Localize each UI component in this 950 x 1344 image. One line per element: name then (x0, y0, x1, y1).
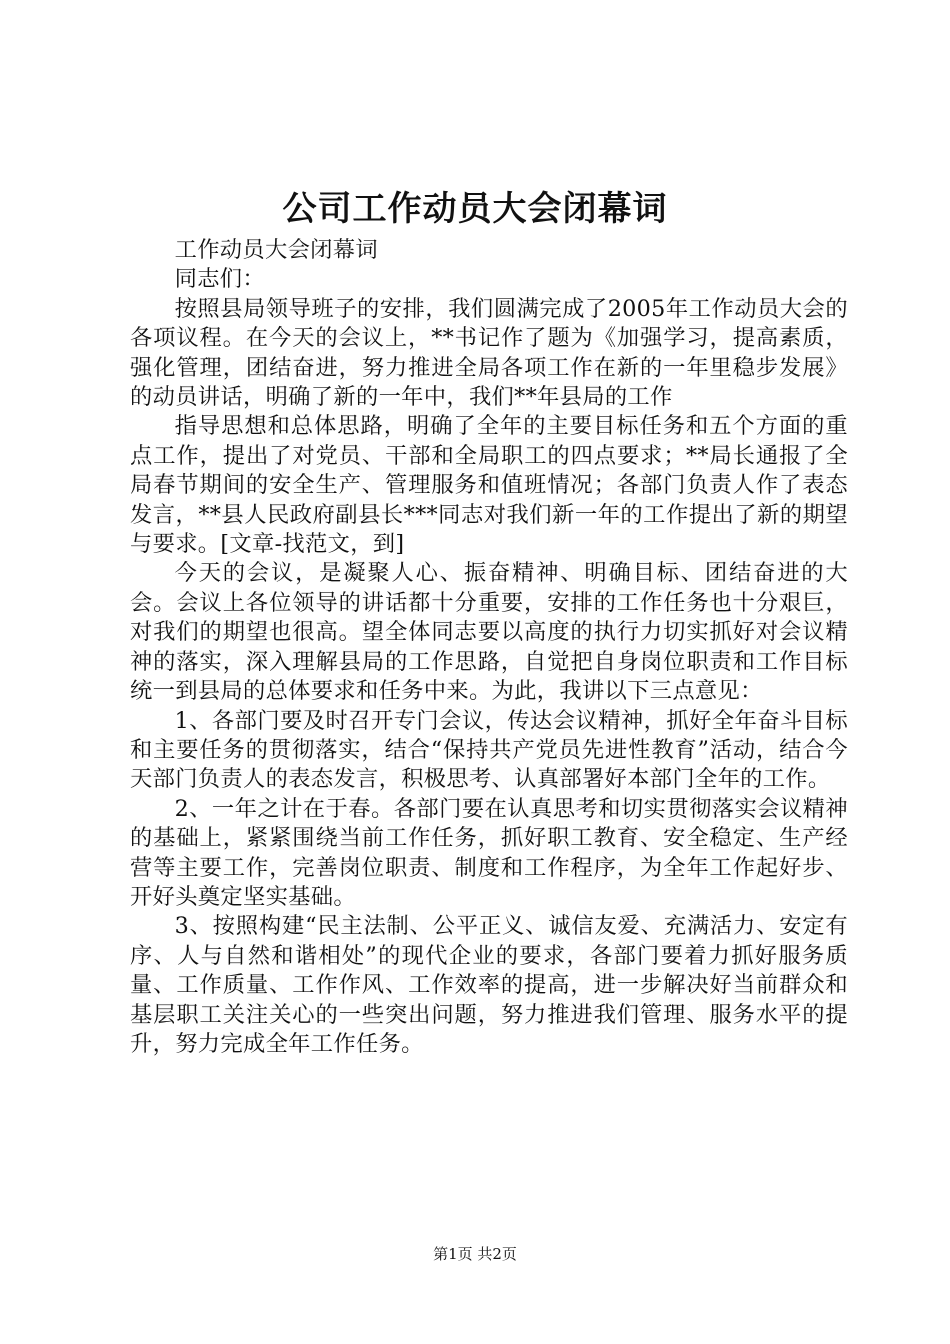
salutation-paragraph: 同志们： (174, 266, 265, 293)
subtitle-paragraph: 工作动员大会闭幕词 (174, 237, 378, 263)
list-item-paragraph: 2、一年之计在于春。各部门要在认真思考和切实贯彻落实会议精神的基础上，紧紧围绕当前工作任务，抓好职工教育、安全稳定、生产经营等主要工作，完善岗位职责、制度和工作程序，为全年工作起好步、开好头奠定坚实基础。 (130, 795, 848, 910)
body-paragraph: 今天的会议，是凝聚人心、振奋精神、明确目标、团结奋进的大会。会议上各位领导的讲话都十分重要，安排的工作任务也十分艰巨，对我们的期望也很高。望全体同志要以高度的执行力切实抓好对会议精神的落实，深入理解县局的工作思路，自觉把自身岗位职责和工作目标统一到县局的总体要求和任务中来。为此，我讲以下三点意见： (130, 560, 848, 705)
body-paragraph: 指导思想和总体思路，明确了全年的主要目标任务和五个方面的重点工作，提出了对党员、干部和全局职工的四点要求；**局长通报了全局春节期间的安全生产、管理服务和值班情况；各部门负责人作了表态发言，**县人民政府副县长***同志对我们新一年的工作提出了新的期望与要求。[文章-找范文，到] (130, 413, 848, 558)
body-paragraph: 按照县局领导班子的安排，我们圆满完成了2005年工作动员大会的各项议程。在今天的会议上，**书记作了题为《加强学习，提高素质，强化管理，团结奋进，努力推进全局各项工作在新的一年里稳步发展》的动员讲话，明确了新的一年中，我们**年县局的工作 (130, 295, 848, 411)
list-item-paragraph: 1、各部门要及时召开专门会议，传达会议精神，抓好全年奋斗目标和主要任务的贯彻落实，结合“保持共产党员先进性教育”活动，结合今天部门负责人的表态发言，积极思考、认真部署好本部门全年的工作。 (130, 707, 848, 793)
list-item-paragraph: 3、按照构建“民主法制、公平正义、诚信友爱、充满活力、安定有序、人与自然和谐相处”的现代企业的要求，各部门要着力抓好服务质量、工作质量、工作作风、工作效率的提高，进一步解决好当前群众和基层职工关注关心的一些突出问题，努力推进我们管理、服务水平的提升，努力完成全年工作任务。 (130, 913, 848, 1057)
document-title: 公司工作动员大会闭幕词 (282, 189, 668, 229)
document-body (130, 236, 848, 1059)
page-number-footer: 第1页 共2页 (433, 1245, 517, 1263)
